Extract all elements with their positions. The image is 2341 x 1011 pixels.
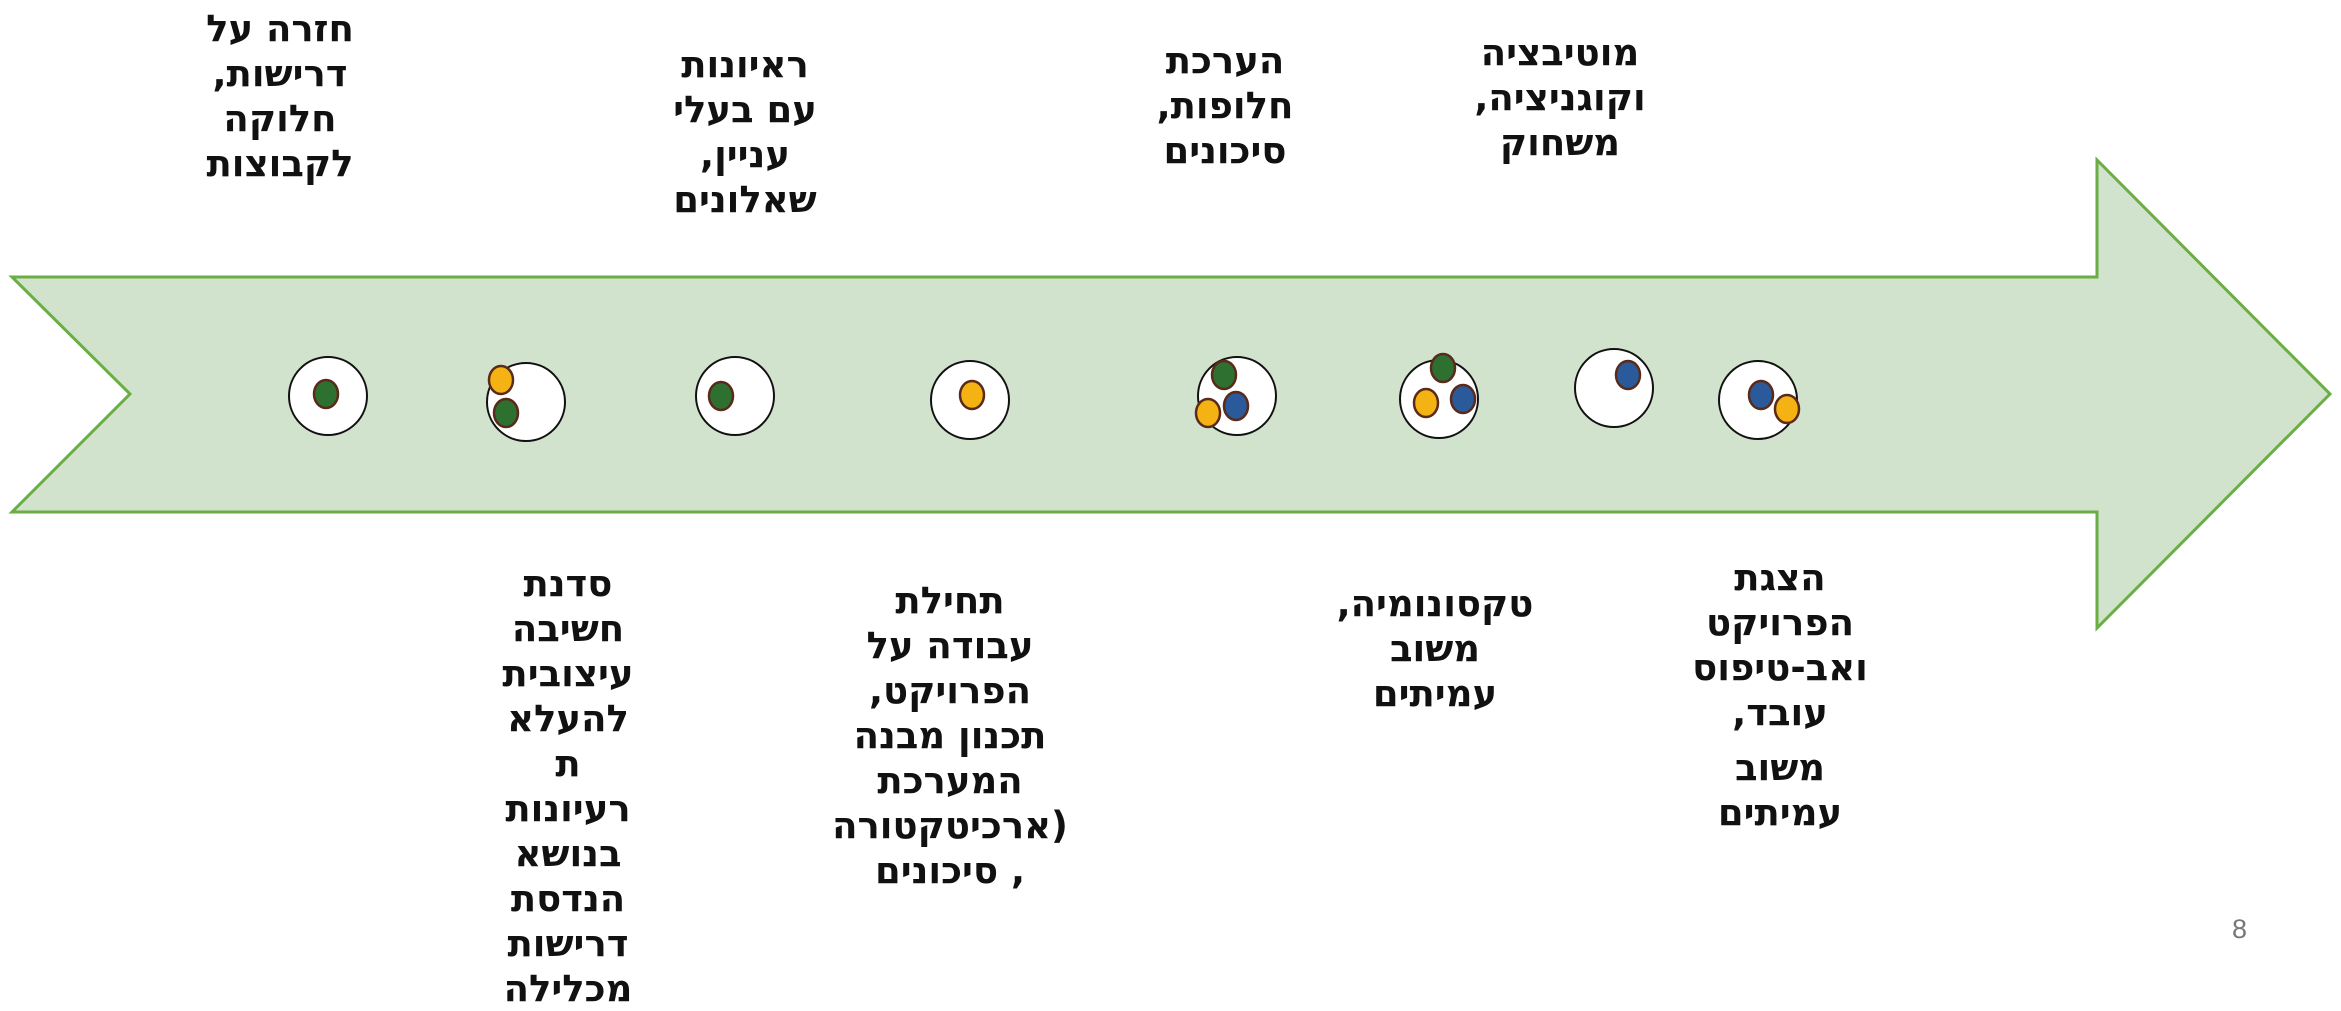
- label-line: עובד,: [1732, 691, 1828, 734]
- label-line: לקבוצות: [206, 142, 354, 185]
- top-label-requirements-review: [180, 6, 380, 186]
- milestone-6-orange-dot: [1414, 389, 1438, 417]
- label-line: הערכת: [1165, 39, 1285, 82]
- milestone-circle-7: [1575, 349, 1653, 427]
- label-line: עמיתים: [1717, 791, 1843, 834]
- label-line: רעיונות: [505, 787, 631, 830]
- label-line: משוב: [1389, 627, 1481, 670]
- label-line: המערכת: [877, 759, 1023, 802]
- label-line: משחוק: [1499, 121, 1621, 164]
- milestone-5-blue-dot: [1224, 392, 1248, 420]
- label-line: שאלונים: [673, 178, 817, 221]
- milestone-2-green-dot: [494, 399, 518, 427]
- label-line: דרישות: [507, 922, 629, 965]
- label-line: , סיכונים: [874, 849, 1026, 892]
- label-line: וקוגניציה,: [1474, 76, 1646, 119]
- label-line: חשיבה: [511, 607, 625, 650]
- milestone-7-blue-dot: [1616, 361, 1640, 389]
- milestone-3-green-dot: [709, 382, 733, 410]
- label-line: סדנת: [523, 562, 613, 605]
- milestone-6-blue-dot: [1451, 385, 1475, 413]
- label-line: חלוקה: [223, 97, 337, 140]
- label-line: עבודה על: [866, 624, 1034, 667]
- bottom-label-project-kickoff: [800, 578, 1100, 893]
- milestone-8-orange-dot: [1775, 395, 1799, 423]
- label-line: סיכונים: [1163, 129, 1287, 172]
- label-line: חלופות,: [1156, 84, 1294, 127]
- milestone-2-orange-dot: [489, 366, 513, 394]
- label-line: ואב-טיפוס: [1692, 646, 1868, 689]
- label-line: להעלא: [507, 697, 629, 740]
- label-line: תחילת: [895, 579, 1005, 622]
- label-line: בנושא: [514, 832, 622, 875]
- label-line: הצגת: [1734, 556, 1826, 599]
- top-label-alternatives-risks: [1135, 38, 1315, 173]
- label-line: הפרויקט,: [868, 669, 1032, 712]
- label-line: טקסונומיה,: [1336, 582, 1534, 625]
- bottom-label-taxonomy-peer-feedback: [1310, 581, 1560, 716]
- label-line: ת: [555, 742, 581, 785]
- milestone-1-green-dot: [314, 380, 338, 408]
- label-line: הנדסת: [510, 877, 626, 920]
- milestone-8-blue-dot: [1749, 381, 1773, 409]
- milestone-6-green-dot: [1431, 354, 1455, 382]
- top-label-motivation-gamification: [1440, 30, 1680, 165]
- milestone-circle-3: [696, 357, 774, 435]
- label-line: תכנון מבנה: [853, 714, 1047, 757]
- label-line: דרישות,: [212, 52, 348, 95]
- milestone-4-orange-dot: [960, 381, 984, 409]
- label-line: חזרה על: [206, 7, 354, 50]
- label-line: עיצובית: [502, 652, 634, 695]
- label-line: הפרויקט: [1706, 601, 1854, 644]
- label-line: עמיתים: [1372, 672, 1498, 715]
- label-line: מכלילה: [503, 967, 633, 1010]
- label-line: מוטיבציה: [1480, 31, 1640, 74]
- top-label-stakeholder-interviews: [640, 42, 850, 222]
- milestone-5-green-dot: [1212, 361, 1236, 389]
- label-line: משוב: [1734, 746, 1826, 789]
- page-number: 8: [2232, 914, 2248, 944]
- milestone-5-orange-dot: [1196, 399, 1220, 427]
- bottom-label-prototype-presentation: [1650, 555, 1910, 835]
- label-line: עם בעלי: [673, 88, 817, 131]
- label-line: עניין,: [700, 133, 790, 176]
- label-line: ראיונות: [681, 43, 809, 86]
- bottom-label-design-thinking-workshop: [478, 561, 658, 1011]
- label-line: (ארכיטקטורה: [832, 804, 1068, 847]
